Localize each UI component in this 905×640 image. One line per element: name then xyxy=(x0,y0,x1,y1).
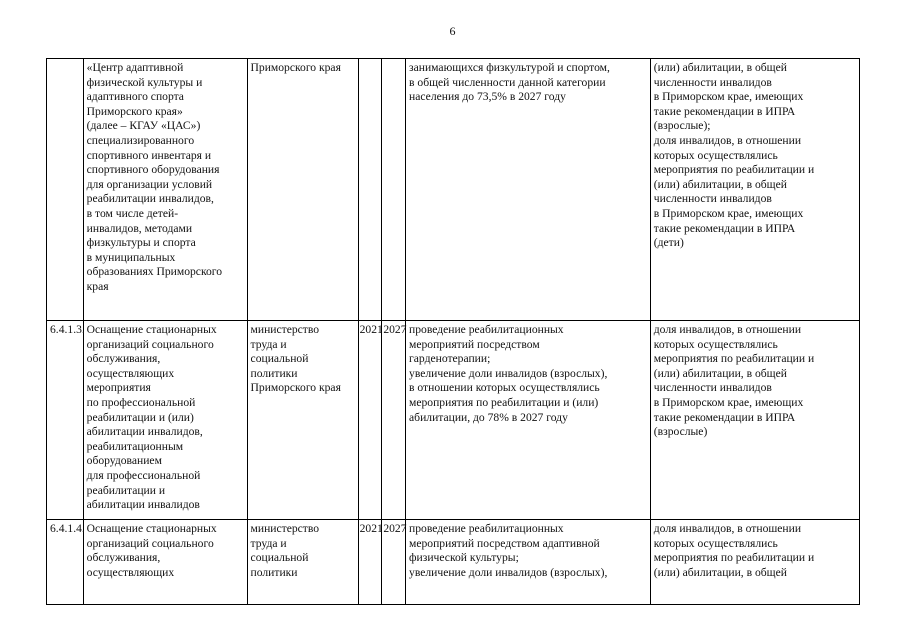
cell-text-line: проведение реабилитационных xyxy=(409,323,564,336)
cell-text-line: для организации условий xyxy=(86,177,213,191)
table-row xyxy=(47,321,860,520)
cell-text-line: в Приморском крае, имеющих xyxy=(653,395,804,409)
cell-text-line: инвалидов, методами xyxy=(86,221,193,235)
cell-text-line: адаптивного спорта xyxy=(86,90,184,104)
cell-text-line: такие рекомендации в ИПРА xyxy=(653,221,796,235)
expected-result-cell xyxy=(406,321,651,520)
cell-text-line: в Приморском крае, имеющих xyxy=(653,90,804,104)
cell-text-line: которых осуществлялись xyxy=(653,536,778,550)
expected-result-cell xyxy=(406,59,651,321)
cell-text-line: обслуживания, xyxy=(86,352,161,366)
page-number: 6 xyxy=(449,24,456,38)
table-row xyxy=(47,59,860,321)
activity-description-cell xyxy=(83,59,247,321)
cell-text-line: реабилитационным xyxy=(86,439,184,453)
cell-text-line: населения до 73,5% в 2027 году xyxy=(409,90,566,104)
cell-text-line: гарденотерапии; xyxy=(409,352,491,366)
expected-result-cell xyxy=(406,520,651,605)
cell-text-line: политики xyxy=(250,565,298,579)
table-row xyxy=(47,520,860,605)
cell-text-line: мероприятий посредством xyxy=(409,337,540,351)
cell-text-line: увеличение доли инвалидов (взрослых), xyxy=(409,366,608,380)
item-number-cell: 6.4.1.3. xyxy=(47,321,84,520)
cell-text-line: реабилитации и (или) xyxy=(86,410,194,424)
cell-text-line: физической культуры; xyxy=(409,551,519,565)
start-year-cell xyxy=(358,59,382,321)
cell-text-line: специализированного xyxy=(86,133,195,147)
cell-text-line: мероприятия по реабилитации и xyxy=(653,551,815,565)
cell-text-line: «Центр адаптивной xyxy=(86,61,184,74)
indicator-cell xyxy=(650,520,859,605)
cell-text-line: труда и xyxy=(250,536,287,550)
responsible-executor-cell xyxy=(247,59,358,321)
cell-text-line: оборудованием xyxy=(86,454,162,468)
cell-text-line: абилитации инвалидов, xyxy=(86,425,203,439)
cell-text-line: реабилитации и xyxy=(86,483,166,497)
indicator-cell xyxy=(650,321,859,520)
cell-text-line: (или) абилитации, в общей xyxy=(653,61,787,74)
cell-text-line: образованиях Приморского xyxy=(86,265,223,279)
cell-text-line: труда и xyxy=(250,337,287,351)
cell-text-line: социальной xyxy=(250,352,309,366)
cell-text-line: осуществляющих xyxy=(86,565,175,579)
cell-text-line: (дети) xyxy=(653,236,684,250)
cell-text-line: численности инвалидов xyxy=(653,75,772,89)
cell-text-line: мероприятия по реабилитации и xyxy=(653,163,815,177)
cell-text-line: Оснащение стационарных xyxy=(86,522,217,535)
cell-text-line: для профессиональной xyxy=(86,468,201,482)
cell-text-line: в том числе детей- xyxy=(86,206,179,220)
cell-text-line: мероприятия по реабилитации и (или) xyxy=(409,395,599,409)
item-number-cell xyxy=(47,59,84,321)
end-year-cell: 2027 xyxy=(382,321,406,520)
cell-text-line: мероприятий посредством адаптивной xyxy=(409,536,600,550)
cell-text-line: (или) абилитации, в общей xyxy=(653,177,787,191)
cell-text-line: края xyxy=(86,279,109,293)
cell-text-line: спортивного инвентаря и xyxy=(86,148,212,162)
end-year-cell xyxy=(382,59,406,321)
cell-text-line: по профессиональной xyxy=(86,395,196,409)
responsible-executor-cell xyxy=(247,321,358,520)
cell-text-line: такие рекомендации в ИПРА xyxy=(653,104,796,118)
cell-text-line: мероприятия по реабилитации и xyxy=(653,352,815,366)
cell-text-line: абилитации инвалидов xyxy=(86,498,200,512)
cell-text-line: организаций социального xyxy=(86,337,214,351)
cell-text-line: министерство xyxy=(250,522,320,535)
cell-text-line: такие рекомендации в ИПРА xyxy=(653,410,796,424)
cell-text-line: обслуживания, xyxy=(86,551,161,565)
cell-text-line: (взрослые); xyxy=(653,119,711,133)
cell-text-line: в отношении которых осуществлялись xyxy=(409,381,600,395)
cell-text-line: доля инвалидов, в отношении xyxy=(653,522,802,535)
cell-text-line: (взрослые) xyxy=(653,425,708,439)
cell-text-line: (или) абилитации, в общей xyxy=(653,565,787,579)
cell-text-line: которых осуществлялись xyxy=(653,148,778,162)
cell-text-line: физкультуры и спорта xyxy=(86,236,196,250)
cell-text-line: Приморского края» xyxy=(86,104,183,118)
cell-text-line: организаций социального xyxy=(86,536,214,550)
activity-description-cell xyxy=(83,321,247,520)
cell-text-line: Приморского края xyxy=(250,381,341,395)
cell-text-line: осуществляющих xyxy=(86,366,175,380)
start-year-cell: 2021 xyxy=(358,321,382,520)
cell-text-line: проведение реабилитационных xyxy=(409,522,564,535)
program-activities-table xyxy=(46,58,860,605)
end-year-cell: 2027 xyxy=(382,520,406,605)
cell-text-line: (далее – КГАУ «ЦАС») xyxy=(86,119,201,133)
cell-text-line: реабилитации инвалидов, xyxy=(86,192,214,206)
cell-text-line: мероприятия xyxy=(86,381,151,395)
cell-text-line: увеличение доли инвалидов (взрослых), xyxy=(409,565,608,579)
cell-text-line: социальной xyxy=(250,551,309,565)
cell-text-line: спортивного оборудования xyxy=(86,163,220,177)
cell-text-line: численности инвалидов xyxy=(653,381,772,395)
cell-text-line: министерство xyxy=(250,323,320,336)
cell-text-line: Оснащение стационарных xyxy=(86,323,217,336)
cell-text-line: которых осуществлялись xyxy=(653,337,778,351)
cell-text-line: (или) абилитации, в общей xyxy=(653,366,787,380)
cell-text-line: политики xyxy=(250,366,298,380)
cell-text-line: абилитации, до 78% в 2027 году xyxy=(409,410,568,424)
cell-text-line: доля инвалидов, в отношении xyxy=(653,133,802,147)
cell-text-line: Приморского края xyxy=(250,61,341,74)
cell-text-line: в Приморском крае, имеющих xyxy=(653,206,804,220)
indicator-cell xyxy=(650,59,859,321)
activity-description-cell xyxy=(83,520,247,605)
cell-text-line: доля инвалидов, в отношении xyxy=(653,323,802,336)
cell-text-line: численности инвалидов xyxy=(653,192,772,206)
start-year-cell: 2021 xyxy=(358,520,382,605)
cell-text-line: физической культуры и xyxy=(86,75,203,89)
item-number-cell: 6.4.1.4. xyxy=(47,520,84,605)
cell-text-line: в общей численности данной категории xyxy=(409,75,606,89)
cell-text-line: в муниципальных xyxy=(86,250,176,264)
responsible-executor-cell xyxy=(247,520,358,605)
cell-text-line: занимающихся физкультурой и спортом, xyxy=(409,61,610,74)
